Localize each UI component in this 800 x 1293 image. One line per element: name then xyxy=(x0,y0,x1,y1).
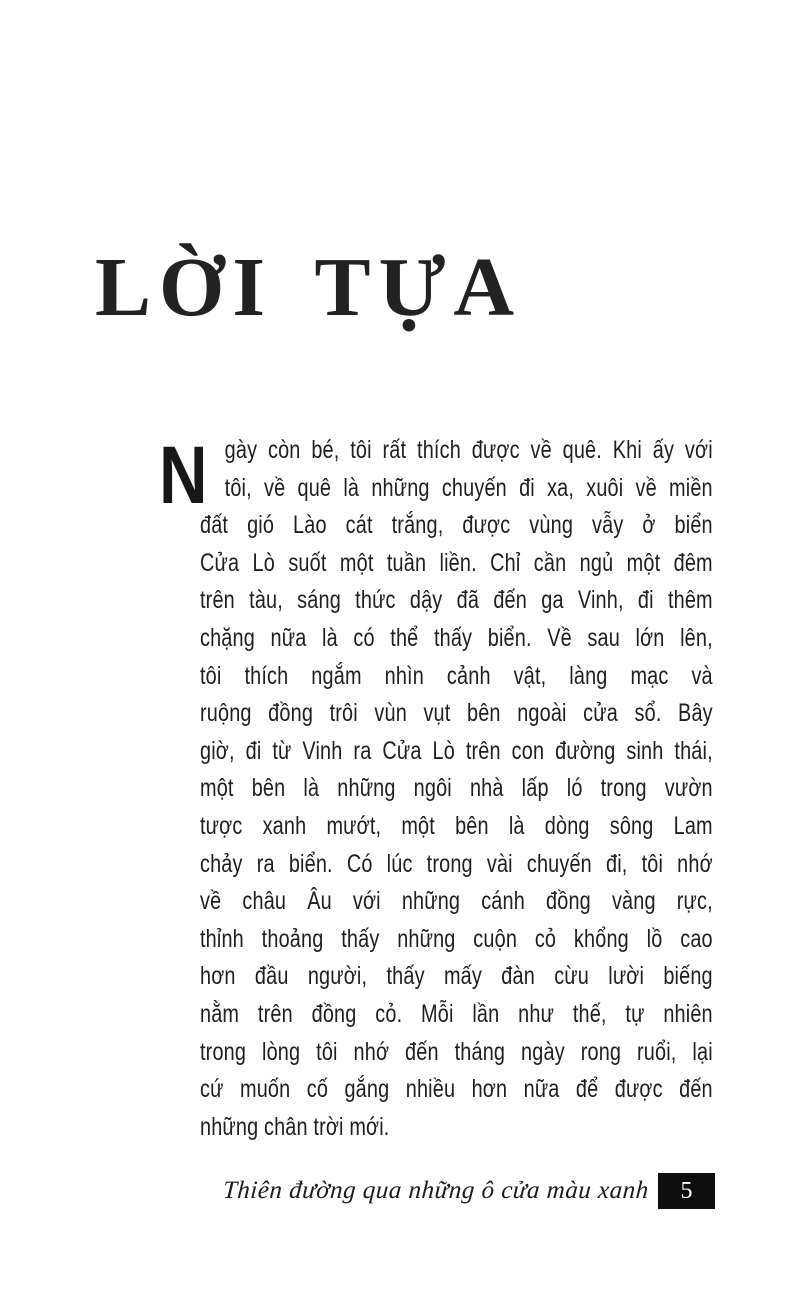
page-title: LỜI TỰA xyxy=(95,241,523,334)
paragraph-line: gày còn bé, tôi rất thích được về quê. Khi ấy với xyxy=(224,436,713,464)
paragraph-line: thỉnh thoảng thấy những cuộn cỏ khổng lồ cao xyxy=(200,924,713,953)
footer-book-title: Thiên đường qua những ô cửa màu xanh xyxy=(222,1177,650,1204)
paragraph-lines xyxy=(200,432,713,1146)
page-number-badge: 5 xyxy=(658,1173,715,1209)
paragraph-line: chảy ra biển. Có lúc trong vài chuyến đi, tôi nhớ xyxy=(200,849,713,878)
paragraph-line: giờ, đi từ Vinh ra Cửa Lò trên con đường sinh thái, xyxy=(200,736,713,765)
preface-paragraph xyxy=(159,430,713,1146)
paragraph-line: một bên là những ngôi nhà lấp ló trong vườn xyxy=(200,774,713,803)
paragraph-line: những chân trời mới. xyxy=(200,1112,390,1141)
paragraph-line: đất gió Lào cát trắng, được vùng vẫy ở biển xyxy=(200,511,713,540)
paragraph-line: trên tàu, sáng thức dậy đã đến ga Vinh, đi thêm xyxy=(200,586,713,615)
paragraph-line: ruộng đồng trôi vùn vụt bên ngoài cửa sổ. Bây xyxy=(200,699,713,728)
paragraph-line: tược xanh mướt, một bên là dòng sông Lam xyxy=(200,811,713,840)
paragraph-line: trong lòng tôi nhớ đến tháng ngày rong ruổi, lại xyxy=(200,1037,713,1066)
paragraph-line: tôi thích ngắm nhìn cảnh vật, làng mạc và xyxy=(200,661,713,690)
drop-cap: N xyxy=(159,430,208,521)
page-footer xyxy=(223,1168,715,1214)
paragraph-line: tôi, về quê là những chuyến đi xa, xuôi về miền xyxy=(224,473,713,502)
paragraph-line: nằm trên đồng cỏ. Mỗi lần như thế, tự nhiên xyxy=(200,999,713,1028)
paragraph-line: chặng nữa là có thể thấy biển. Về sau lớn lên, xyxy=(200,623,713,652)
paragraph-line: hơn đầu người, thấy mấy đàn cừu lười biếng xyxy=(200,962,713,991)
paragraph-line: về châu Âu với những cánh đồng vàng rực, xyxy=(200,887,713,916)
paragraph-line: cứ muốn cố gắng nhiều hơn nữa để được đến xyxy=(200,1075,713,1104)
paragraph-line: Cửa Lò suốt một tuần liền. Chỉ cần ngủ một đêm xyxy=(200,548,713,577)
